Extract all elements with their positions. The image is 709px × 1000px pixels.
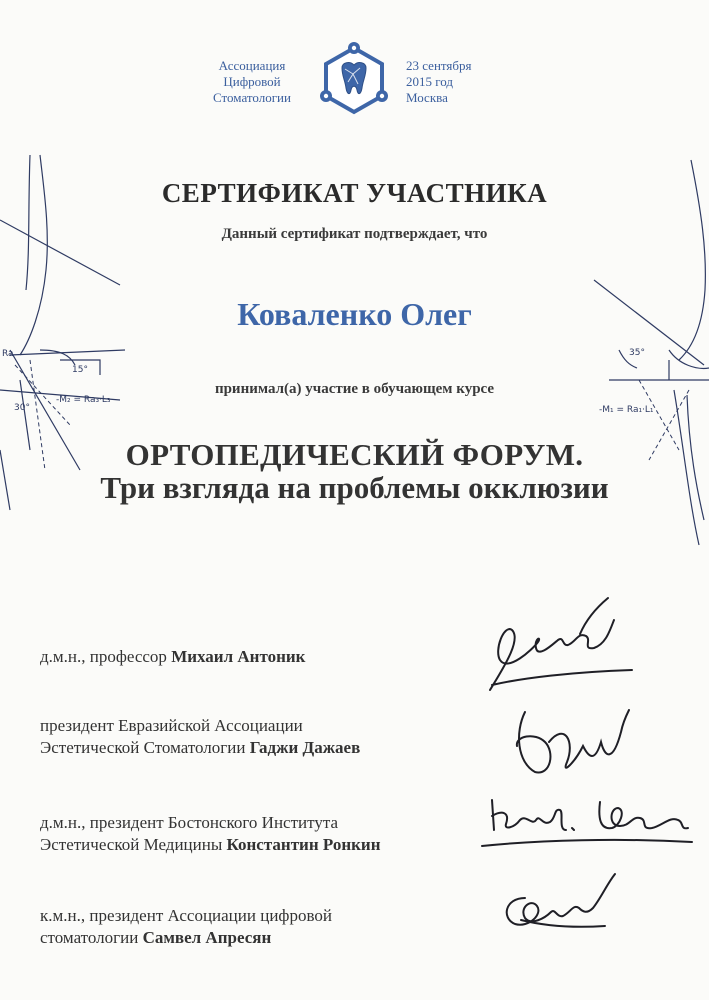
left-label-ra: Ra xyxy=(2,349,14,359)
left-label-formula: -M₂ = Ra₃·L₃ xyxy=(56,395,111,405)
signer-3 xyxy=(40,812,470,856)
signer-3-title-line-1: д.м.н., президент Бостонского Института xyxy=(40,813,338,832)
tooth-hexagon-logo-icon xyxy=(308,38,400,122)
organization-line-3: Стоматологии xyxy=(213,90,291,105)
event-year: 2015 год xyxy=(406,74,453,89)
signer-1-name: Михаил Антоник xyxy=(171,647,306,666)
signer-4-name: Самвел Апресян xyxy=(142,928,272,947)
event-city: Москва xyxy=(406,90,448,105)
right-label-formula: -M₁ = Ra₁·L₁ xyxy=(599,405,654,415)
certificate-subtitle: Данный сертификат подтверждает, что xyxy=(221,226,488,242)
organization-name xyxy=(196,58,308,106)
signer-4-title-line-1: к.м.н., президент Ассоциации цифровой xyxy=(40,906,332,925)
signer-2 xyxy=(40,715,470,759)
left-label-angle-15: 15° xyxy=(72,365,88,375)
organization-line-2: Цифровой xyxy=(223,74,281,89)
signer-1-title: д.м.н., профессор xyxy=(40,647,167,666)
right-label-angle-35: 35° xyxy=(629,348,645,358)
signature-1-icon xyxy=(482,590,642,700)
course-title-line-1: ОРТОПЕДИЧЕСКИЙ ФОРУМ. xyxy=(125,437,584,472)
left-label-angle-30: 30° xyxy=(14,403,30,413)
signer-3-title-line-2: Эстетической Медицины xyxy=(40,835,223,854)
participation-text: принимал(а) участие в обучающем курсе xyxy=(214,381,495,397)
event-date: 23 сентября xyxy=(406,58,472,73)
signer-3-name: Константин Ронкин xyxy=(226,835,381,854)
event-date-place xyxy=(406,58,506,106)
signer-4-title-line-2: стоматологии xyxy=(40,928,139,947)
signature-2-icon xyxy=(505,702,635,782)
certificate-title: СЕРТИФИКАТ УЧАСТНИКА xyxy=(161,178,548,208)
signer-2-title-line-2: Эстетической Стоматологии xyxy=(40,738,246,757)
recipient-name: Коваленко Олег xyxy=(237,296,472,332)
organization-line-1: Ассоциация xyxy=(218,58,286,73)
course-title-line-2: Три взгляда на проблемы окклюзии xyxy=(100,470,609,505)
signer-2-title-line-1: президент Евразийской Ассоциации xyxy=(40,716,303,735)
signature-3-icon xyxy=(480,790,695,865)
signature-4-icon xyxy=(495,868,625,940)
signer-4 xyxy=(40,905,470,949)
signer-2-name: Гаджи Дажаев xyxy=(249,738,361,757)
signer-1 xyxy=(40,646,470,668)
